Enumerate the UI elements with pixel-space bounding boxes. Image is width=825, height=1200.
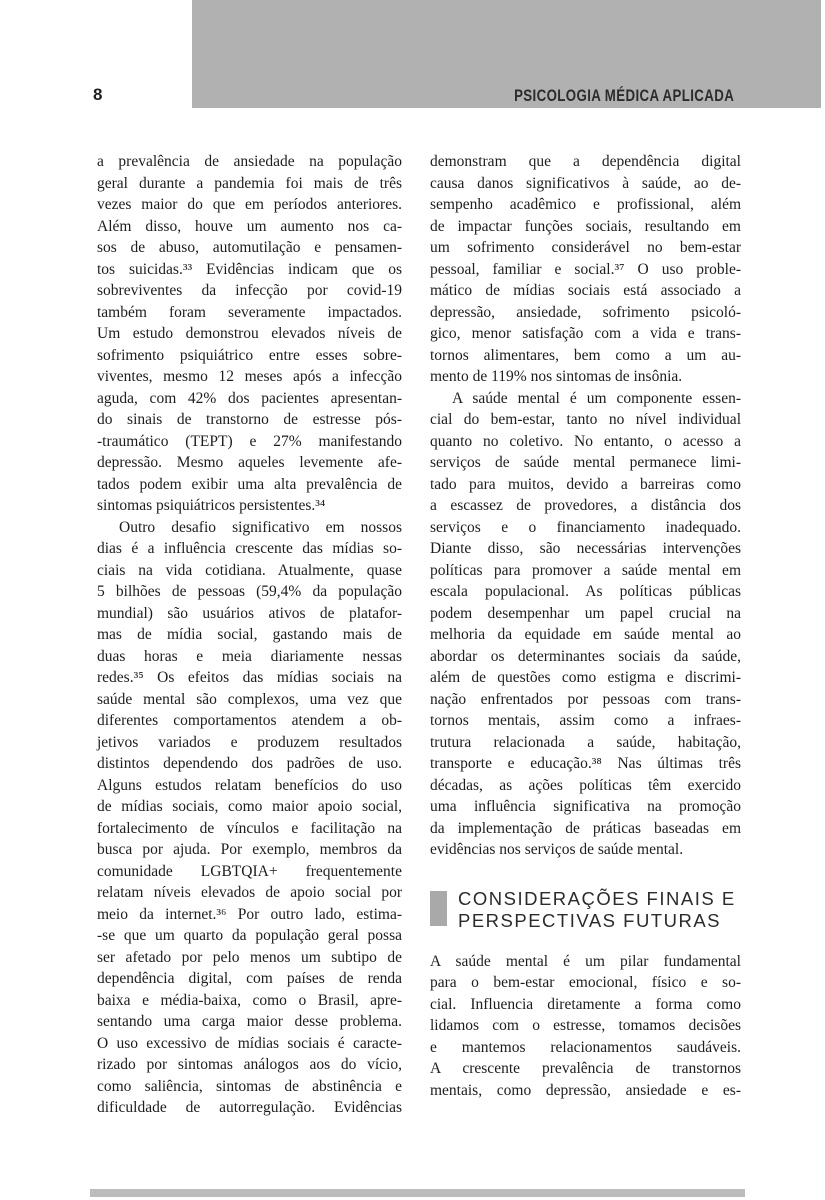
text-line: escala populacional. As políticas públicas (430, 583, 741, 600)
text-line: sintomas psiquiátricos persistentes.³⁴ (97, 497, 326, 514)
text-line: relatam níveis elevados de apoio social por (97, 884, 402, 901)
text-line: dependência digital, com países de renda (97, 970, 402, 987)
text-line: duas horas e meia diariamente nessas (97, 647, 402, 665)
text-line: além de questões como estigma e discrimi- (430, 669, 741, 686)
text-line: serviços e o financiamento inadequado. (430, 518, 741, 536)
text-line: tornos alimentares, bem como a um au- (430, 346, 741, 364)
text-line: dificuldade de autorregulação. Evidências (97, 1099, 402, 1116)
section-marker-square (430, 891, 447, 926)
text-line: a prevalência de ansiedade na população (97, 153, 402, 170)
text-line: comunidade LGBTQIA+ frequentemente (97, 862, 402, 880)
text-line: sofrimento psiquiátrico entre esses sobre- (97, 346, 402, 364)
text-line: depressão, ansiedade, sofrimento psicoló- (430, 303, 741, 321)
text-line: sobreviventes da infecção por covid-19 (97, 282, 402, 299)
text-line: jetivos variados e produzem resultados (97, 733, 402, 751)
text-line: Outro desafio significativo em nossos (119, 518, 402, 536)
text-line: diferentes comportamentos atendem a ob- (97, 712, 402, 729)
text-line: demonstram que a dependência digital (430, 153, 741, 170)
text-line: sos de abuso, automutilação e pensamen- (97, 239, 402, 256)
text-column-left (97, 151, 402, 1119)
text-line: sempenho acadêmico e profissional, além (430, 196, 741, 213)
text-line: tado para muitos, devido a barreiras como (430, 475, 741, 493)
text-line: causa danos significativos à saúde, ao de- (430, 174, 741, 192)
text-line: distintos dependendo dos padrões de uso. (97, 755, 402, 772)
text-line: mático de mídias sociais está associado a (430, 282, 741, 299)
running-header-text: PSICOLOGIA MÉDICA APLICADA (513, 86, 734, 105)
text-line: cial do bem-estar, tanto no nível individual (430, 411, 741, 428)
footer-band (90, 1189, 745, 1197)
text-line: décadas, as ações políticas têm exercido (430, 776, 741, 794)
text-line: lidamos com o estresse, tomamos decisões (430, 1017, 741, 1034)
text-line: viventes, mesmo 12 meses após a infecção (97, 368, 402, 385)
text-line: tados podem exibir uma alta prevalência de (97, 475, 402, 493)
text-line: mundial) são usuários ativos de platafor- (97, 604, 402, 622)
text-column-right (430, 151, 741, 1101)
section-heading (430, 888, 741, 932)
text-line: fortalecimento de vínculos e facilitação na (97, 819, 402, 837)
text-line: gico, menor satisfação com a vida e trans- (430, 325, 741, 342)
text-line: Um estudo demonstrou elevados níveis de (97, 325, 402, 342)
text-line: melhoria da equidade em saúde mental ao (430, 626, 741, 643)
text-line: depressão. Mesmo aqueles levemente afe- (97, 454, 402, 471)
text-block-bottom (430, 951, 741, 1102)
text-line: para o bem-estar emocional, físico e so- (430, 974, 741, 991)
text-line: a escassez de provedores, a distância dos (430, 497, 741, 514)
text-line: como saliência, sintomas de abstinência e (97, 1077, 402, 1095)
text-line: pessoal, familiar e social.³⁷ O uso proble- (430, 260, 741, 278)
text-line: mentais, como depressão, ansiedade e es- (430, 1081, 741, 1099)
text-line: O uso excessivo de mídias sociais é caracte- (97, 1034, 402, 1052)
text-line: -se que um quarto da população geral possa (97, 927, 402, 944)
text-line: trutura relacionada a saúde, habitação, (430, 733, 741, 751)
text-line: mento de 119% nos sintomas de insônia. (430, 368, 683, 385)
text-line: mas de mídia social, gastando mais de (97, 626, 402, 643)
text-line: tos suicidas.³³ Evidências indicam que os (97, 260, 402, 278)
text-line: 5 bilhões de pessoas (59,4% da população (97, 583, 402, 600)
text-line: geral durante a pandemia foi mais de três (97, 174, 402, 192)
text-line: aguda, com 42% dos pacientes apresentan- (97, 389, 402, 407)
text-line: abordar os determinantes sociais da saúde, (430, 647, 741, 665)
text-line: redes.³⁵ Os efeitos das mídias sociais na (97, 669, 402, 686)
text-line: da implementação de práticas baseadas em (430, 819, 741, 837)
text-line: Alguns estudos relatam benefícios do uso (97, 776, 402, 794)
text-line: uma influência significativa na promoção (430, 798, 741, 815)
section-heading-line-1: CONSIDERAÇÕES FINAIS E (458, 887, 736, 909)
text-line: quanto no coletivo. No entanto, o acesso a (430, 432, 741, 450)
running-header (452, 86, 734, 106)
text-line: ser afetado por pelo menos um subtipo de (97, 948, 402, 966)
text-line: vezes maior do que em períodos anteriores. (97, 196, 402, 213)
text-line: transporte e educação.³⁸ Nas últimas três (430, 755, 741, 772)
text-line: sentando uma carga maior desse problema. (97, 1013, 402, 1030)
text-line: -traumático (TEPT) e 27% manifestando (97, 432, 402, 450)
text-block-top (430, 151, 741, 861)
text-line: evidências nos serviços de saúde mental. (430, 841, 684, 858)
text-line: A saúde mental é um pilar fundamental (430, 952, 741, 970)
text-line: rizado por sintomas análogos aos do vício, (97, 1056, 402, 1073)
text-line: baixa e média-baixa, como o Brasil, apre- (97, 991, 402, 1009)
text-line: de mídias sociais, como maior apoio social, (97, 798, 402, 815)
text-line: Diante disso, são necessárias intervenções (430, 540, 741, 557)
text-line: serviços de saúde mental permanece limi- (430, 454, 741, 471)
text-line: busca por ajuda. Por exemplo, membros da (97, 841, 402, 858)
text-line: também foram severamente impactados. (97, 303, 402, 321)
text-line: cial. Influencia diretamente a forma como (430, 995, 741, 1013)
text-line: podem desempenhar um papel crucial na (430, 604, 741, 622)
text-line: meio da internet.³⁶ Por outro lado, estima- (97, 905, 402, 923)
text-line: saúde mental são complexos, uma vez que (97, 690, 402, 708)
text-line: políticas para promover a saúde mental em (430, 561, 741, 579)
text-line: A saúde mental é um componente essen- (452, 389, 741, 407)
text-line: ciais na vida cotidiana. Atualmente, quase (97, 561, 402, 579)
text-line: A crescente prevalência de transtornos (430, 1060, 741, 1077)
section-heading-text (458, 888, 736, 932)
text-line: nação enfrentados por pessoas com trans- (430, 690, 741, 708)
section-heading-line-2: PERSPECTIVAS FUTURAS (458, 909, 722, 931)
text-line: do sinais de transtorno de estresse pós- (97, 411, 402, 428)
text-line: e mantemos relacionamentos saudáveis. (430, 1038, 741, 1056)
text-line: Além disso, houve um aumento nos ca- (97, 217, 402, 235)
text-line: de impactar funções sociais, resultando em (430, 217, 741, 235)
text-line: dias é a influência crescente das mídias so- (97, 540, 402, 557)
page-number: 8 (93, 85, 103, 104)
text-line: tornos mentais, assim como a infraes- (430, 712, 741, 729)
text-line: um sofrimento considerável no bem-estar (430, 239, 741, 256)
